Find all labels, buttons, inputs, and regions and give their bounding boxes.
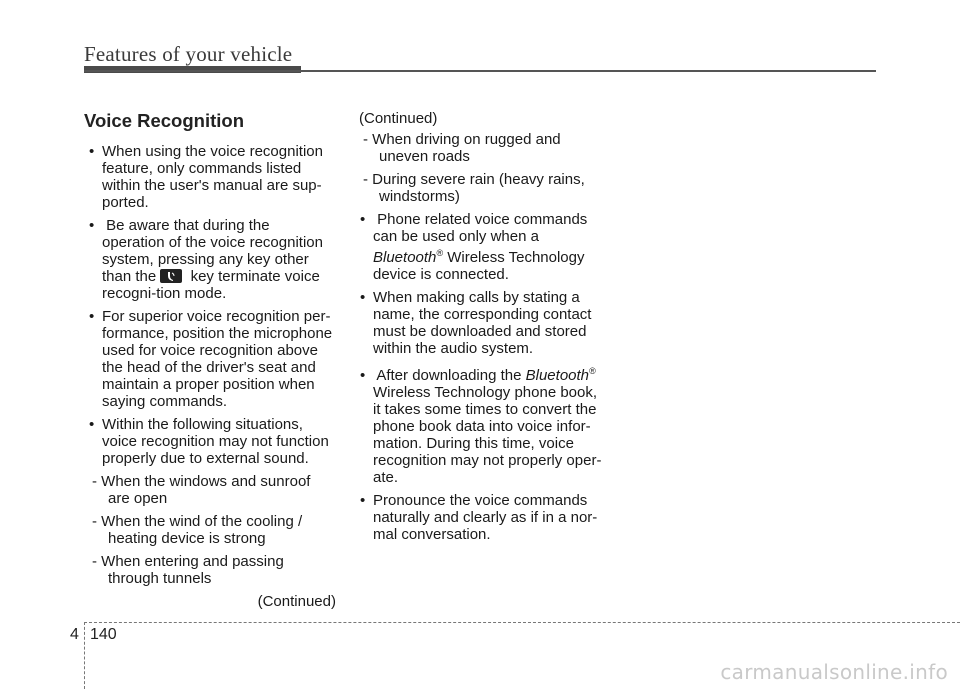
bullet-item: • When using the voice recognition feature, only commands listed within the user's manual are sup-ported. — [84, 143, 336, 211]
continued-note: (Continued) — [257, 593, 336, 610]
section-title: Voice Recognition — [84, 110, 245, 131]
registered-mark: ® — [436, 248, 444, 258]
sub-item: - When driving on rugged and uneven roads — [363, 131, 561, 165]
voice-talk-key-icon — [160, 269, 182, 283]
footer-rule — [84, 622, 960, 623]
registered-mark: ® — [589, 366, 596, 376]
bullet-item: • For superior voice recognition per-formance, position the microphone used for voice recognition above the head of the driver's seat and maintain a proper position when saying commands. — [84, 308, 336, 410]
bullet-text: key terminate voice recogni-tion mode. — [102, 268, 320, 302]
bullet-text: Be aware that during the operation of the voice recognition system, pressing any key other than the — [102, 217, 323, 285]
right-column — [355, 110, 607, 549]
header-title: Features of your vehicle — [84, 42, 293, 66]
brand-name: Bluetooth — [373, 249, 437, 266]
bullet-item — [84, 217, 336, 302]
left-column — [84, 110, 336, 610]
chapter-number: 4 — [70, 626, 79, 643]
bullet-text: Wireless Technology phone book, it takes some times to convert the phone book data into voice infor-mation. During this time, voice recognition may not properly oper-ate. — [373, 384, 602, 486]
header-rule — [84, 70, 876, 72]
footer-divider — [84, 622, 85, 689]
continued-note: (Continued) — [359, 110, 438, 127]
bullet-item — [355, 363, 607, 486]
bullet-item — [355, 211, 607, 283]
sub-item: - When entering and passing through tunnels — [92, 553, 284, 587]
bullet-text: After downloading the — [376, 367, 522, 384]
bullet-item: • Pronounce the voice commands naturally and clearly as if in a nor-mal conversation. — [355, 492, 607, 543]
sub-item: - When the windows and sunroof are open — [92, 473, 311, 507]
sub-item: - During severe rain (heavy rains, windstorms) — [363, 171, 585, 205]
bullet-item: • When making calls by stating a name, the corresponding contact must be downloaded and stored within the audio system. — [355, 289, 607, 357]
page-number: 140 — [90, 626, 117, 643]
brand-name: Bluetooth — [525, 367, 590, 384]
bullet-text: Phone related voice commands can be used only when a — [373, 211, 588, 245]
bullet-item: • Within the following situations, voice recognition may not function properly due to external sound. — [84, 416, 336, 467]
watermark: carmanualsonline.info — [720, 660, 948, 684]
sub-item: - When the wind of the cooling / heating device is strong — [92, 513, 303, 547]
bullet-text: Wireless Technology device is connected. — [373, 249, 585, 283]
